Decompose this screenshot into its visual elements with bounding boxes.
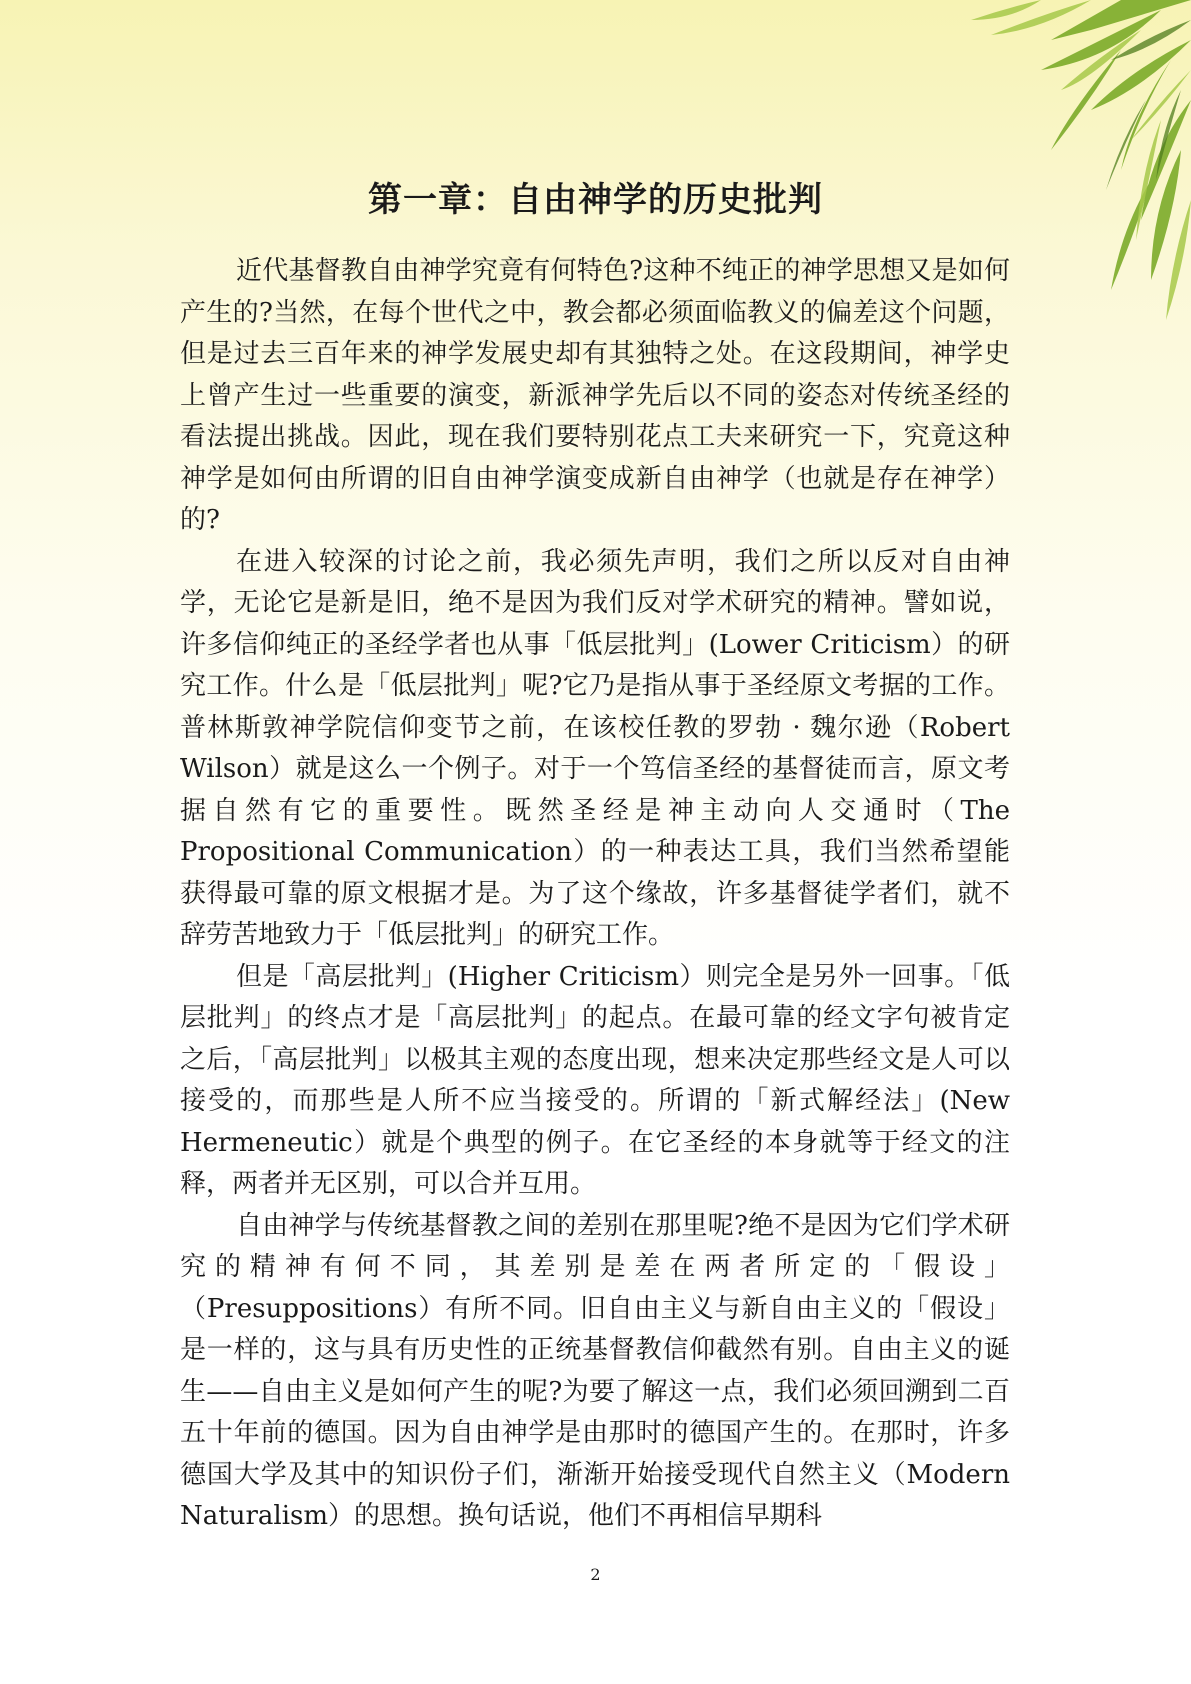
paragraph: 自由神学与传统基督教之间的差别在那里呢?绝不是因为它们学术研究的精神有何不同，其差别是差在两者所定的「假设」（Presuppositions）有所不同。旧自由主义与新自由主义的「假设」是一样的，这与具有历史性的正统基督教信仰截然有别。自由主义的诞生——自由主义是如何产生的呢?为要了解这一点，我们必须回溯到二百五十年前的德国。因为自由神学是由那时的德国产生的。在那时，许多德国大学及其中的知识份子们，渐渐开始接受现代自然主义（Modern Naturalism）的思想。换句话说，他们不再相信早期科 — [180, 1210, 1010, 1531]
page-number: 2 — [590, 1565, 601, 1584]
paragraph: 但是「高层批判」(Higher Criticism）则完全是另外一回事。「低层批判」的终点才是「高层批判」的起点。在最可靠的经文字句被肯定之后，「高层批判」以极其主观的态度出现，想来决定那些经文是人可以接受的，而那些是人所不应当接受的。所谓的「新式解经法」(New Hermeneutic）就是个典型的例子。在它圣经的本身就等于经文的注释，两者并无区别，可以合并互用。 — [180, 961, 1010, 1199]
body-text — [180, 251, 1010, 1538]
page-title: 第一章：自由神学的历史批判 — [368, 180, 823, 220]
paragraph: 近代基督教自由神学究竟有何特色?这种不纯正的神学思想又是如何产生的?当然，在每个世代之中，教会都必须面临教义的偏差这个问题，但是过去三百年来的神学发展史却有其独特之处。在这段期间，神学史上曾产生过一些重要的演变，新派神学先后以不同的姿态对传统圣经的看法提出挑战。因此，现在我们要特别花点工夫来研究一下，究竟这种神学是如何由所谓的旧自由神学演变成新自由神学（也就是存在神学）的? — [180, 256, 1010, 535]
paragraph: 在进入较深的讨论之前，我必须先声明，我们之所以反对自由神学，无论它是新是旧，绝不是因为我们反对学术研究的精神。譬如说，许多信仰纯正的圣经学者也从事「低层批判」(Lower Criticism）的研究工作。什么是「低层批判」呢?它乃是指从事于圣经原文考据的工作。普林斯敦神学院信仰变节之前，在该校任教的罗勃 · 魏尔逊（Robert Wilson）就是这么一个例子。对于一个笃信圣经的基督徒而言，原文考据自然有它的重要性。既然圣经是神主动向人交通时（The Propositional Communication）的一种表达工具，我们当然希望能获得最可靠的原文根据才是。为了这个缘故，许多基督徒学者们，就不辞劳苦地致力于「低层批判」的研究工作。 — [180, 546, 1010, 950]
